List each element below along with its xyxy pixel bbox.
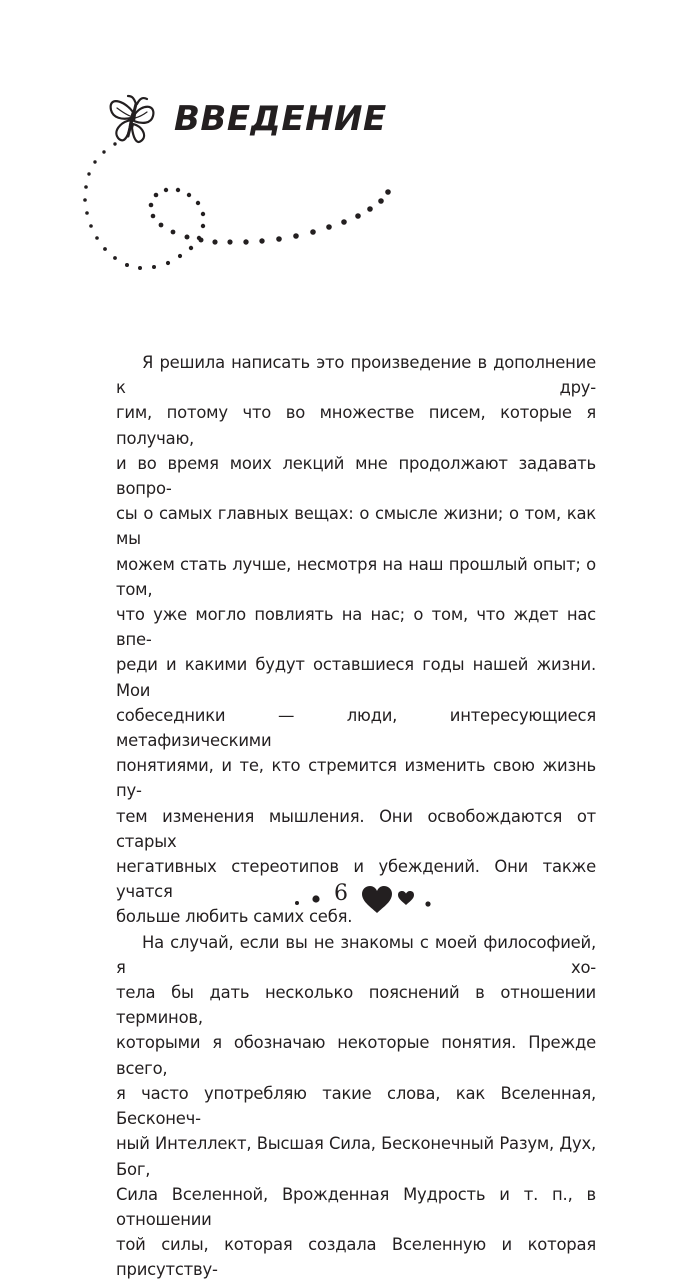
text-line: Сила Вселенной, Врожденная Мудрость и т. п., в отношении: [116, 1184, 596, 1229]
paragraph: [116, 350, 596, 930]
dot-icon: [312, 895, 319, 902]
chapter-title: ВВЕДЕНИЕ: [174, 99, 387, 139]
text-line: тела бы дать несколько пояснений в отношении терминов,: [116, 983, 596, 1028]
text-line: я часто употребляю такие слова, как Вселенная, Бесконеч-: [116, 1083, 596, 1129]
butterfly-icon: [111, 96, 154, 142]
text-line: что уже могло повлиять на нас; о том, что ждет нас впе-: [116, 605, 596, 650]
text-line: сы о самых главных вещах: о смысле жизни; о том, как мы: [116, 504, 596, 549]
text-line: которыми я обозначаю некоторые понятия. Прежде всего,: [116, 1033, 596, 1078]
heart-icon: [398, 891, 414, 905]
page-number: 6: [334, 881, 348, 906]
dotted-trail: [83, 142, 391, 270]
ornament: [0, 0, 686, 330]
body-text: [116, 350, 596, 1283]
paragraph: [116, 930, 596, 1283]
text-line: негативных стереотипов и убеждений. Они также учатся: [116, 857, 596, 902]
text-line: На случай, если вы не знакомы с моей философией, я хо-: [116, 932, 596, 977]
text-line: той силы, которая создала Вселенную и которая присутству-: [116, 1235, 596, 1280]
text-line: больше любить самих себя.: [116, 907, 353, 927]
dot-icon: [295, 901, 299, 905]
dot-icon: [425, 901, 430, 906]
text-line: гим, потому что во множестве писем, которые я получаю,: [116, 403, 596, 448]
text-line: собеседники — люди, интересующиеся метафизическими: [116, 705, 596, 751]
heart-icon: [362, 886, 392, 913]
text-line: можем стать лучше, несмотря на наш прошлый опыт; о том,: [116, 554, 596, 599]
text-line: ный Интеллект, Высшая Сила, Бесконечный Разум, Дух, Бог,: [116, 1134, 596, 1179]
text-line: понятиями, и те, кто стремится изменить свою жизнь пу-: [116, 756, 596, 801]
text-line: реди и какими будут оставшиеся годы нашей жизни. Мои: [116, 655, 596, 700]
text-line: Я решила написать это произведение в дополнение к дру-: [116, 353, 596, 398]
text-line: и во время моих лекций мне продолжают задавать вопро-: [116, 453, 596, 499]
text-line: тем изменения мышления. Они освобождаются от старых: [116, 806, 596, 851]
page-footer: [0, 880, 686, 920]
